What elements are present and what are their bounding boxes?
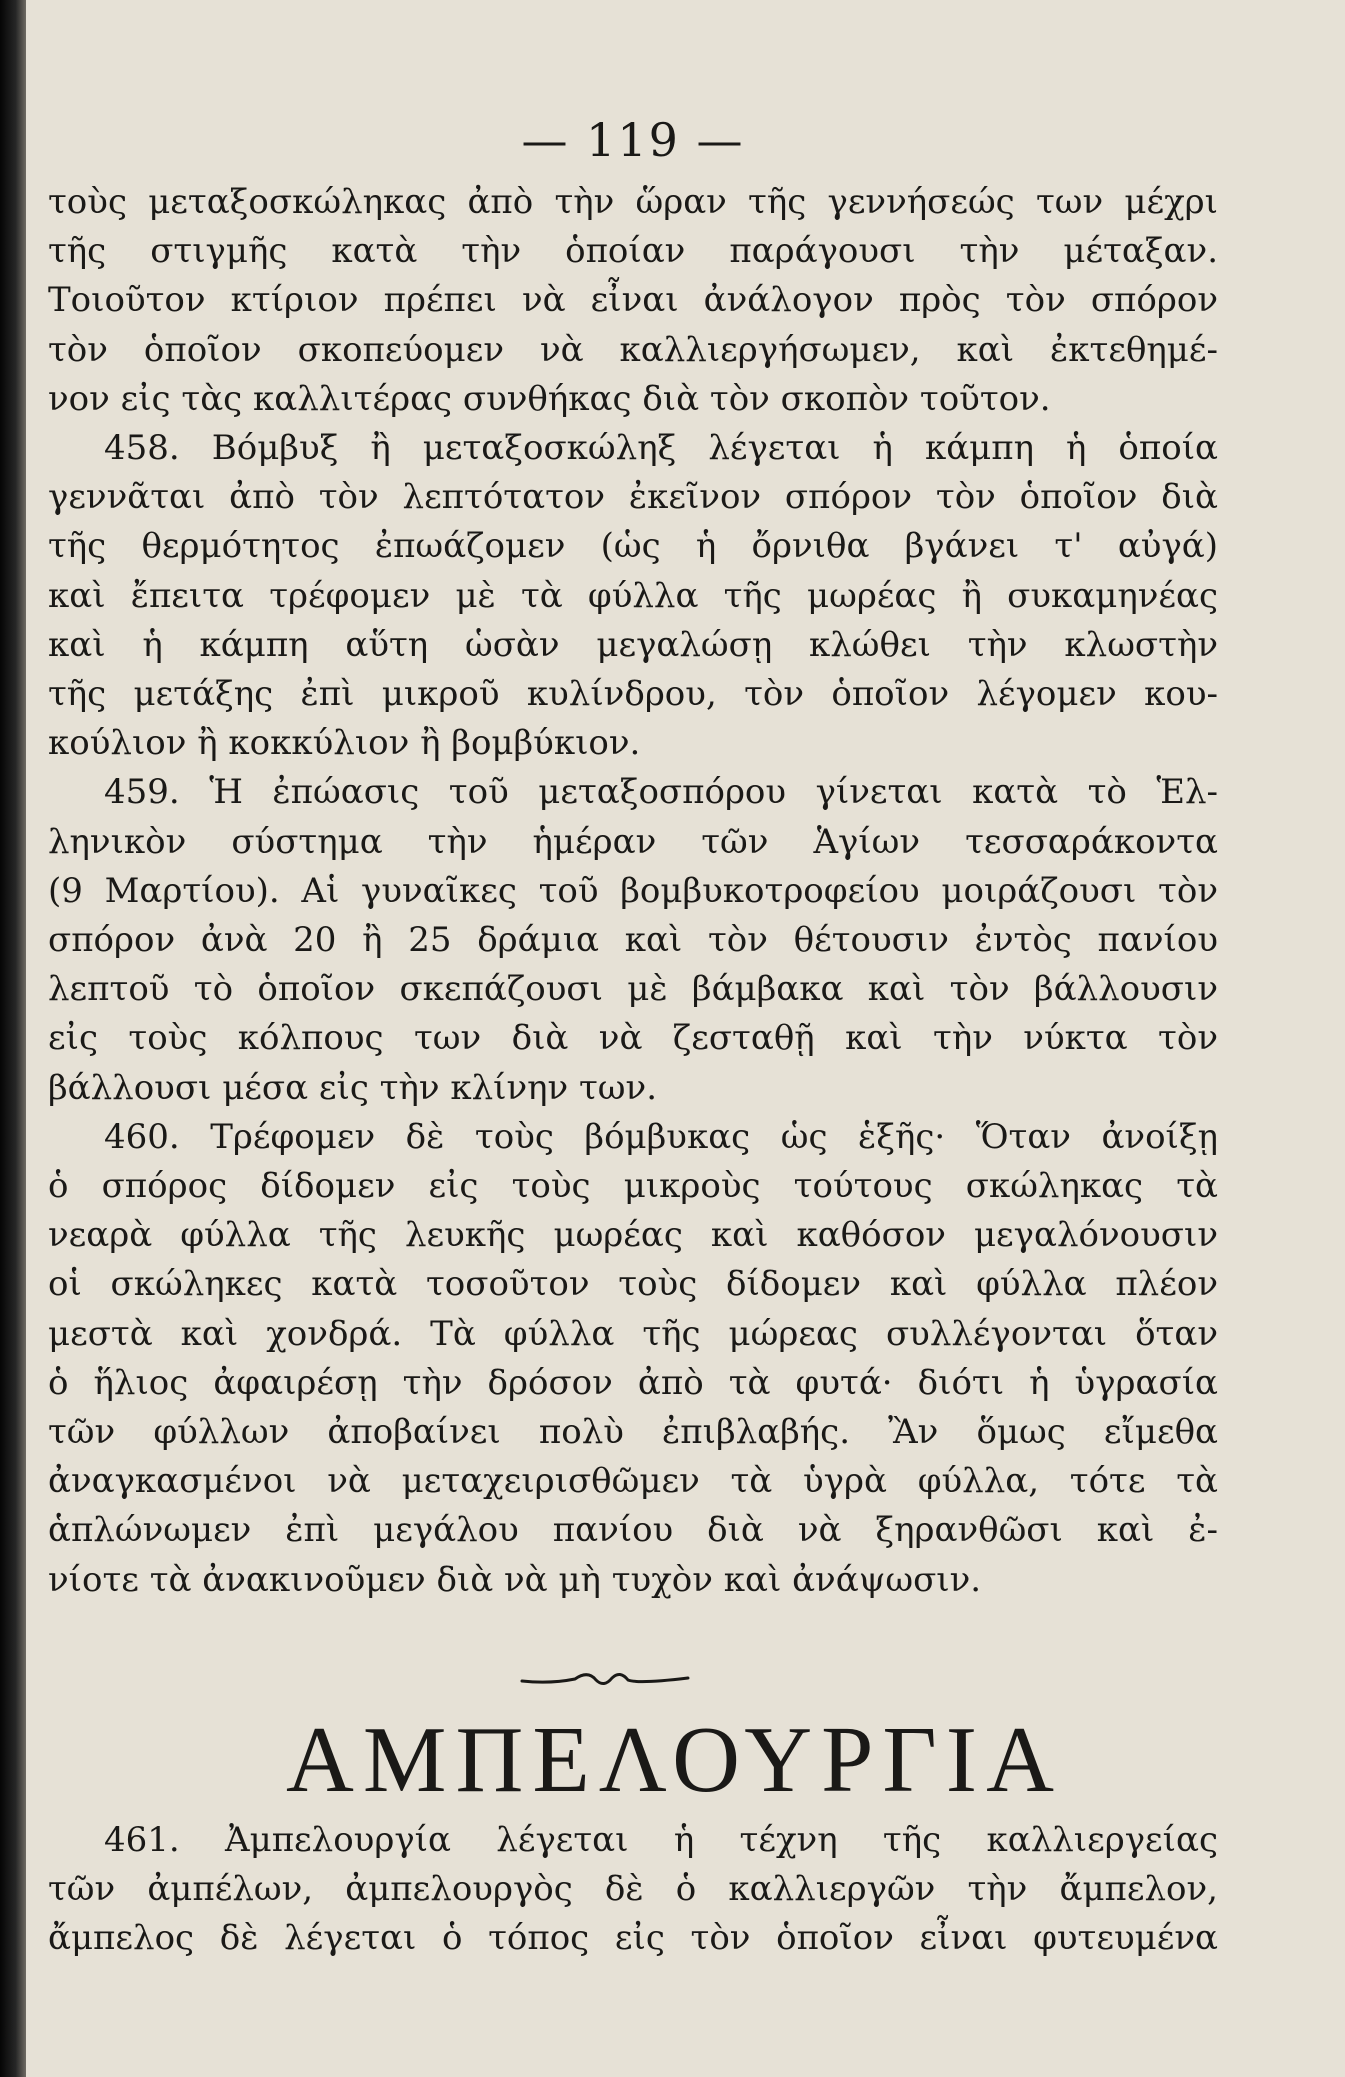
section-body xyxy=(48,1816,1218,1964)
text-line: τοὺς μεταξοσκώληκας ἀπὸ τὴν ὥραν τῆς γεννήσεώς των μέχρι xyxy=(48,182,1218,222)
text-line: τῶν ἀμπέλων, ἀμπελουργὸς δὲ ὁ καλλιεργῶν τὴν ἄμπελον, xyxy=(48,1869,1218,1910)
text-line: βάλλουσι μέσα εἰς τὴν κλίνην των. xyxy=(48,1067,657,1108)
text-line: εἰς τοὺς κόλπους των διὰ νὰ ζεσταθῇ καὶ τὴν νύκτα τὸν xyxy=(48,1018,1218,1059)
text-line: ὁ σπόρος δίδομεν εἰς τοὺς μικροὺς τούτους σκώληκας τὰ xyxy=(48,1166,1218,1207)
paragraph-460-start: 460. Τρέφομεν δὲ τοὺς βόμβυκας ὡς ἑξῆς· Ὅταν ἀνοίξῃ xyxy=(104,1116,1218,1157)
text-line: νεαρὰ φύλλα τῆς λευκῆς μωρέας καὶ καθόσον μεγαλόνουσιν xyxy=(48,1215,1218,1256)
text-line: τῆς θερμότητος ἐπωάζομεν (ὡς ἡ ὄρνιθα βγάνει τ' αὐγά) xyxy=(48,526,1218,567)
text-line: τῶν φύλλων ἀποβαίνει πολὺ ἐπιβλαβής. Ἂν ὅμως εἴμεθα xyxy=(48,1412,1218,1453)
text-line: Τοιοῦτον κτίριον πρέπει νὰ εἶναι ἀνάλογον πρὸς τὸν σπόρον xyxy=(48,280,1218,321)
text-line: μεστὰ καὶ χονδρά. Τὰ φύλλα τῆς μώρεας συλλέγονται ὅταν xyxy=(48,1313,1218,1354)
text-line: τῆς στιγμῆς κατὰ τὴν ὁποίαν παράγουσι τὴν μέταξαν. xyxy=(48,231,1218,272)
text-line: τῆς μετάξης ἐπὶ μικροῦ κυλίνδρου, τὸν ὁποῖον λέγομεν κου- xyxy=(48,674,1218,715)
text-line: καὶ ἔπειτα τρέφομεν μὲ τὰ φύλλα τῆς μωρέας ἢ συκαμηνέας xyxy=(48,575,1218,616)
section-heading: ΑΜΠΕΛΟΥΡΓΙΑ xyxy=(286,1708,1063,1812)
text-line: καὶ ἡ κάμπη αὕτη ὡσὰν μεγαλώσῃ κλώθει τὴν κλωστὴν xyxy=(48,624,1218,665)
text-line: οἱ σκώληκες κατὰ τοσοῦτον τοὺς δίδομεν καὶ φύλλα πλέον xyxy=(48,1264,1218,1305)
text-line: λεπτοῦ τὸ ὁποῖον σκεπάζουσι μὲ βάμβακα καὶ τὸν βάλλουσιν xyxy=(48,969,1218,1010)
text-line: κούλιον ἢ κοκκύλιον ἢ βομβύκιον. xyxy=(48,723,641,764)
text-line: νον εἰς τὰς καλλιτέρας συνθήκας διὰ τὸν σκοπὸν τοῦτον. xyxy=(48,378,1051,419)
text-line: σπόρον ἀνὰ 20 ἢ 25 δράμια καὶ τὸν θέτουσιν ἐντὸς πανίου xyxy=(48,920,1218,961)
ornament-divider xyxy=(520,1666,690,1692)
page-body xyxy=(48,110,1218,1605)
paragraph-458-start: 458. Βόμβυξ ἢ μεταξοσκώληξ λέγεται ἡ κάμπη ἡ ὁποία xyxy=(104,428,1218,469)
text-line: ὁ ἥλιος ἀφαιρέσῃ τὴν δρόσον ἀπὸ τὰ φυτά· διότι ἡ ὑγρασία xyxy=(48,1362,1218,1403)
page-number: — 119 — xyxy=(521,113,745,167)
paragraph-459-start: 459. Ἡ ἐπώασις τοῦ μεταξοσπόρου γίνεται κατὰ τὸ Ἑλ- xyxy=(104,772,1218,813)
paragraph-461-start: 461. Ἀμπελουργία λέγεται ἡ τέχνη τῆς καλλιεργείας xyxy=(104,1820,1218,1860)
text-line: ἁπλώνωμεν ἐπὶ μεγάλου πανίου διὰ νὰ ξηρανθῶσι καὶ ἐ- xyxy=(48,1510,1218,1551)
text-line: ἀναγκασμένοι νὰ μεταχειρισθῶμεν τὰ ὑγρὰ φύλλα, τότε τὰ xyxy=(48,1461,1218,1502)
text-line: τὸν ὁποῖον σκοπεύομεν νὰ καλλιεργήσωμεν, καὶ ἐκτεθημέ- xyxy=(48,329,1218,370)
text-line: ἄμπελος δὲ λέγεται ὁ τόπος εἰς τὸν ὁποῖον εἶναι φυτευμένα xyxy=(48,1918,1218,1959)
text-line: νίοτε τὰ ἀνακινοῦμεν διὰ νὰ μὴ τυχὸν καὶ ἀνάψωσιν. xyxy=(48,1559,982,1600)
scan-binding-shadow xyxy=(0,0,26,2077)
text-line: (9 Μαρτίου). Αἱ γυναῖκες τοῦ βομβυκοτροφείου μοιράζουσι τὸν xyxy=(48,870,1218,911)
text-line: ληνικὸν σύστημα τὴν ἡμέραν τῶν Ἁγίων τεσσαράκοντα xyxy=(48,821,1218,862)
text-line: γεννᾶται ἀπὸ τὸν λεπτότατον ἐκεῖνον σπόρον τὸν ὁποῖον διὰ xyxy=(48,477,1218,518)
